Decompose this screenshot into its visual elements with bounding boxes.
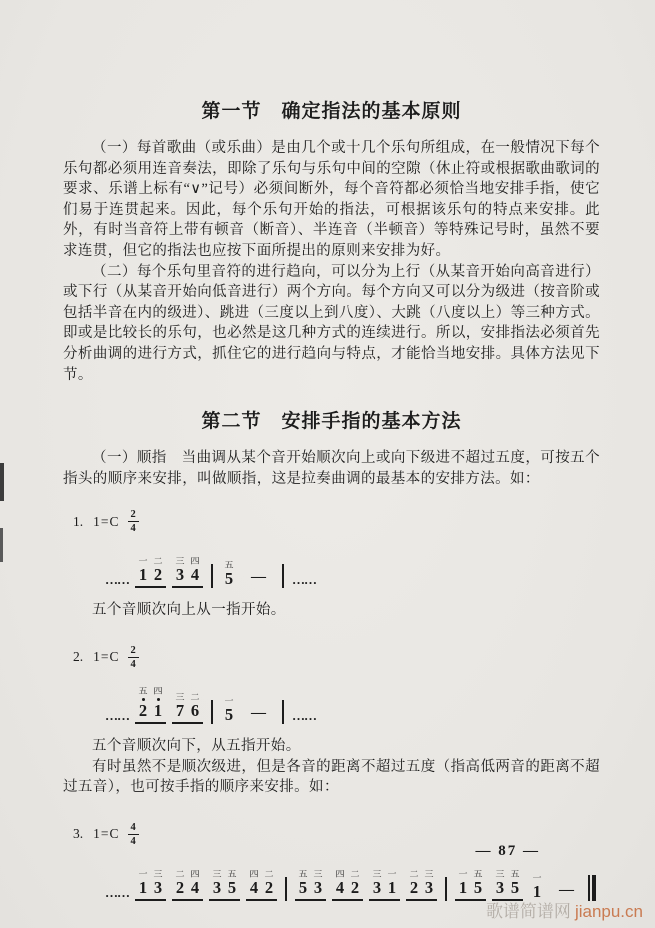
duration-dash: — <box>559 881 574 898</box>
scan-artifact <box>0 528 3 562</box>
barline <box>282 700 284 724</box>
fingering-numeral: 四 <box>249 869 259 879</box>
jianpu-note <box>224 560 234 588</box>
jianpu-note <box>190 869 200 897</box>
note-digit: 2 <box>409 877 419 897</box>
jianpu-note <box>175 556 185 584</box>
duration-dash: — <box>251 704 266 721</box>
note-digit: 1 <box>138 565 148 585</box>
fingering-numeral: 三 <box>495 869 505 879</box>
fingering-numeral: 三 <box>212 869 222 879</box>
jianpu-note <box>153 869 163 897</box>
music-example-3 <box>73 822 600 901</box>
watermark-site: 歌谱简谱网 <box>485 902 571 921</box>
time-signature-numerator: 4 <box>128 822 139 835</box>
key-signature: 1=C <box>93 649 120 665</box>
section-2-paragraph-1: （一）顺指 当曲调从某个音开始顺次向上或向下级进不超过五度，可按五个指头的顺序来安排，叫做顺指，这是拉奏曲调的最基本的安排方法。如： <box>63 450 600 487</box>
fingering-numeral: 五 <box>473 869 483 879</box>
key-signature: 1=C <box>93 513 120 529</box>
note-digit: 1 <box>138 877 148 897</box>
note-digit: 5 <box>224 704 234 724</box>
beamed-note-group <box>369 869 400 901</box>
barline <box>445 877 447 901</box>
jianpu-note <box>458 869 468 897</box>
fingering-numeral: 二 <box>153 556 163 566</box>
continuation-dots: …… <box>292 707 316 723</box>
jianpu-note <box>138 869 148 897</box>
jianpu-note <box>409 869 419 897</box>
fingering-numeral: 五 <box>510 869 520 879</box>
note-digit: 2 <box>138 700 148 720</box>
jianpu-note <box>335 869 345 897</box>
fingering-numeral: 三 <box>175 556 185 566</box>
note-group <box>221 696 237 724</box>
note-digit: 1 <box>458 877 468 897</box>
music-example-2 <box>73 645 600 724</box>
note-digit: 3 <box>495 877 505 897</box>
page-number-dash: — <box>475 843 493 859</box>
note-after-example-2: 有时虽然不是顺次级进，但是各音的距离不超过五度（指高低两音的距离不超过五音），也可按手指的顺序来安排。如： <box>63 758 600 796</box>
page-number-value: 87 <box>492 843 523 859</box>
note-digit: 2 <box>153 565 163 585</box>
note-digit: 5 <box>510 877 520 897</box>
section-1-paragraph-1: （一）每首歌曲（或乐曲）是由几个或十几个乐句所组成，在一般情况下每个乐句都必须用连音奏法，即除了乐句与乐句中间的空隙（休止符或根据歌曲歌词的要求、乐谱上标有“∨”记号）必须间断外，每个音符都必须恰当地安排手指，使它们易于连贯起来。因此，每个乐句开始的指法，可根据该乐句的特点来安排。此外，有时当音符上带有顿音（断音）、半连音（半顿音）等特殊记号时，虽然不要求连贯，但它的指法也应按下面所提出的原则来安排为好。 <box>63 140 600 259</box>
beamed-note-group <box>135 869 166 901</box>
fingering-numeral: 一 <box>138 556 148 566</box>
fingering-numeral: 三 <box>424 869 434 879</box>
section-1-title: 第一节 确定指法的基本原则 <box>201 101 462 122</box>
jianpu-note <box>138 556 148 584</box>
jianpu-note <box>473 869 483 897</box>
note-digit: 7 <box>175 700 185 720</box>
example-number: 3. <box>73 826 84 842</box>
notation-line-2 <box>105 678 600 724</box>
continuation-dots: …… <box>105 572 129 588</box>
beamed-note-group <box>209 869 240 901</box>
duration-dash: — <box>251 569 266 586</box>
jianpu-note <box>387 869 397 897</box>
notation-line-3 <box>105 855 600 901</box>
note-digit: 5 <box>227 877 237 897</box>
beamed-note-group <box>406 869 437 901</box>
beamed-note-group <box>172 692 203 724</box>
time-signature-denominator: 4 <box>130 835 136 847</box>
jianpu-note <box>190 556 200 584</box>
fingering-numeral: 一 <box>224 696 234 706</box>
note-digit: 3 <box>212 877 222 897</box>
note-digit: 5 <box>224 569 234 589</box>
fingering-numeral: 四 <box>190 556 200 566</box>
jianpu-note <box>264 869 274 897</box>
note-digit: 1 <box>153 700 163 720</box>
beamed-note-group <box>135 556 166 588</box>
example-number: 2. <box>73 649 84 665</box>
example-number: 1. <box>73 513 84 529</box>
note-digit: 3 <box>372 877 382 897</box>
beamed-note-group <box>492 869 523 901</box>
note-digit: 5 <box>473 877 483 897</box>
section-1-paragraph-2: （二）每个乐句里音符的进行趋向，可以分为上行（从某音开始向高音进行）或下行（从某音开始向低音进行）两个方向。每个方向又可以分为级进（按音阶或包括半音在内的级进）、跳进（三度以上到八度）、大跳（八度以上）等三种方式。即或是比较长的乐句，也必然是这几种方式的连续进行。所以，安排指法必须首先分析曲调的进行方式，抓住它的进行趋向与特点，才能恰当地安排。具体方法见下节。 <box>63 263 600 383</box>
note-digit: 3 <box>424 877 434 897</box>
note-digit: 4 <box>190 877 200 897</box>
fingering-numeral: 一 <box>458 869 468 879</box>
fingering-numeral: 三 <box>372 869 382 879</box>
scan-artifact <box>0 463 4 501</box>
fingering-numeral: 一 <box>138 869 148 879</box>
watermark-domain: jianpu.cn <box>574 902 643 921</box>
time-signature-numerator: 2 <box>128 645 139 658</box>
note-digit: 3 <box>153 877 163 897</box>
jianpu-note <box>249 869 259 897</box>
time-signature-numerator: 2 <box>128 509 139 522</box>
note-group <box>221 560 237 588</box>
example-1-caption: 五个音顺次向上从一指开始。 <box>92 602 286 619</box>
example-2-label <box>73 645 600 670</box>
jianpu-note <box>175 869 185 897</box>
beamed-note-group <box>135 686 166 724</box>
beamed-note-group <box>295 869 326 901</box>
note-digit: 1 <box>532 881 542 901</box>
fingering-numeral: 三 <box>153 869 163 879</box>
jianpu-note <box>227 869 237 897</box>
fingering-numeral: 四 <box>153 686 163 696</box>
jianpu-note <box>153 556 163 584</box>
note-digit: 4 <box>190 565 200 585</box>
jianpu-note <box>190 692 200 720</box>
fingering-numeral: 三 <box>175 692 185 702</box>
time-signature-denominator: 4 <box>130 523 136 535</box>
fingering-numeral: 二 <box>175 869 185 879</box>
fingering-numeral: 二 <box>409 869 419 879</box>
key-signature: 1=C <box>93 826 120 842</box>
section-2-title: 第二节 安排手指的基本方法 <box>201 411 462 433</box>
jianpu-note <box>138 686 148 720</box>
barline <box>211 564 213 588</box>
time-signature <box>128 509 139 534</box>
jianpu-note <box>224 696 234 724</box>
music-example-1 <box>73 509 600 588</box>
continuation-dots: …… <box>105 707 129 723</box>
barline <box>285 877 287 901</box>
example-2-caption: 五个音顺次向下，从五指开始。 <box>92 737 301 754</box>
page-content <box>63 96 600 901</box>
note-digit: 4 <box>249 877 259 897</box>
beamed-note-group <box>172 869 203 901</box>
jianpu-note <box>350 869 360 897</box>
jianpu-note <box>212 869 222 897</box>
note-digit: 1 <box>387 877 397 897</box>
fingering-numeral: 二 <box>264 869 274 879</box>
beamed-note-group <box>332 869 363 901</box>
jianpu-note <box>298 869 308 897</box>
fingering-numeral: 五 <box>138 686 148 696</box>
note-digit: 2 <box>350 877 360 897</box>
fingering-numeral: 四 <box>335 869 345 879</box>
jianpu-note <box>175 692 185 720</box>
beamed-note-group <box>455 869 486 901</box>
note-digit: 4 <box>335 877 345 897</box>
fingering-numeral: 四 <box>190 869 200 879</box>
continuation-dots: …… <box>105 884 129 900</box>
note-digit: 6 <box>190 700 200 720</box>
fingering-numeral: 二 <box>190 692 200 702</box>
page-number-dash: — <box>523 843 540 859</box>
time-signature <box>128 822 139 847</box>
time-signature <box>128 645 139 670</box>
fingering-numeral: 二 <box>350 869 360 879</box>
jianpu-note <box>495 869 505 897</box>
fingering-numeral: 五 <box>298 869 308 879</box>
barline <box>282 564 284 588</box>
notation-line-1 <box>105 542 600 588</box>
note-digit: 5 <box>298 877 308 897</box>
note-digit: 3 <box>313 877 323 897</box>
beamed-note-group <box>172 556 203 588</box>
jianpu-note <box>510 869 520 897</box>
fingering-numeral: 五 <box>224 560 234 570</box>
example-1-label <box>73 509 600 534</box>
note-digit: 2 <box>175 877 185 897</box>
time-signature-denominator: 4 <box>130 658 136 670</box>
fingering-numeral: 一 <box>532 873 542 883</box>
note-digit: 3 <box>175 565 185 585</box>
jianpu-note <box>372 869 382 897</box>
jianpu-note <box>424 869 434 897</box>
jianpu-note <box>153 686 163 720</box>
page-number <box>476 843 541 860</box>
continuation-dots: …… <box>292 572 316 588</box>
watermark <box>486 897 643 922</box>
fingering-numeral: 五 <box>227 869 237 879</box>
beamed-note-group <box>246 869 277 901</box>
note-digit: 2 <box>264 877 274 897</box>
barline <box>211 700 213 724</box>
fingering-numeral: 三 <box>313 869 323 879</box>
jianpu-note <box>313 869 323 897</box>
fingering-numeral: 一 <box>387 869 397 879</box>
